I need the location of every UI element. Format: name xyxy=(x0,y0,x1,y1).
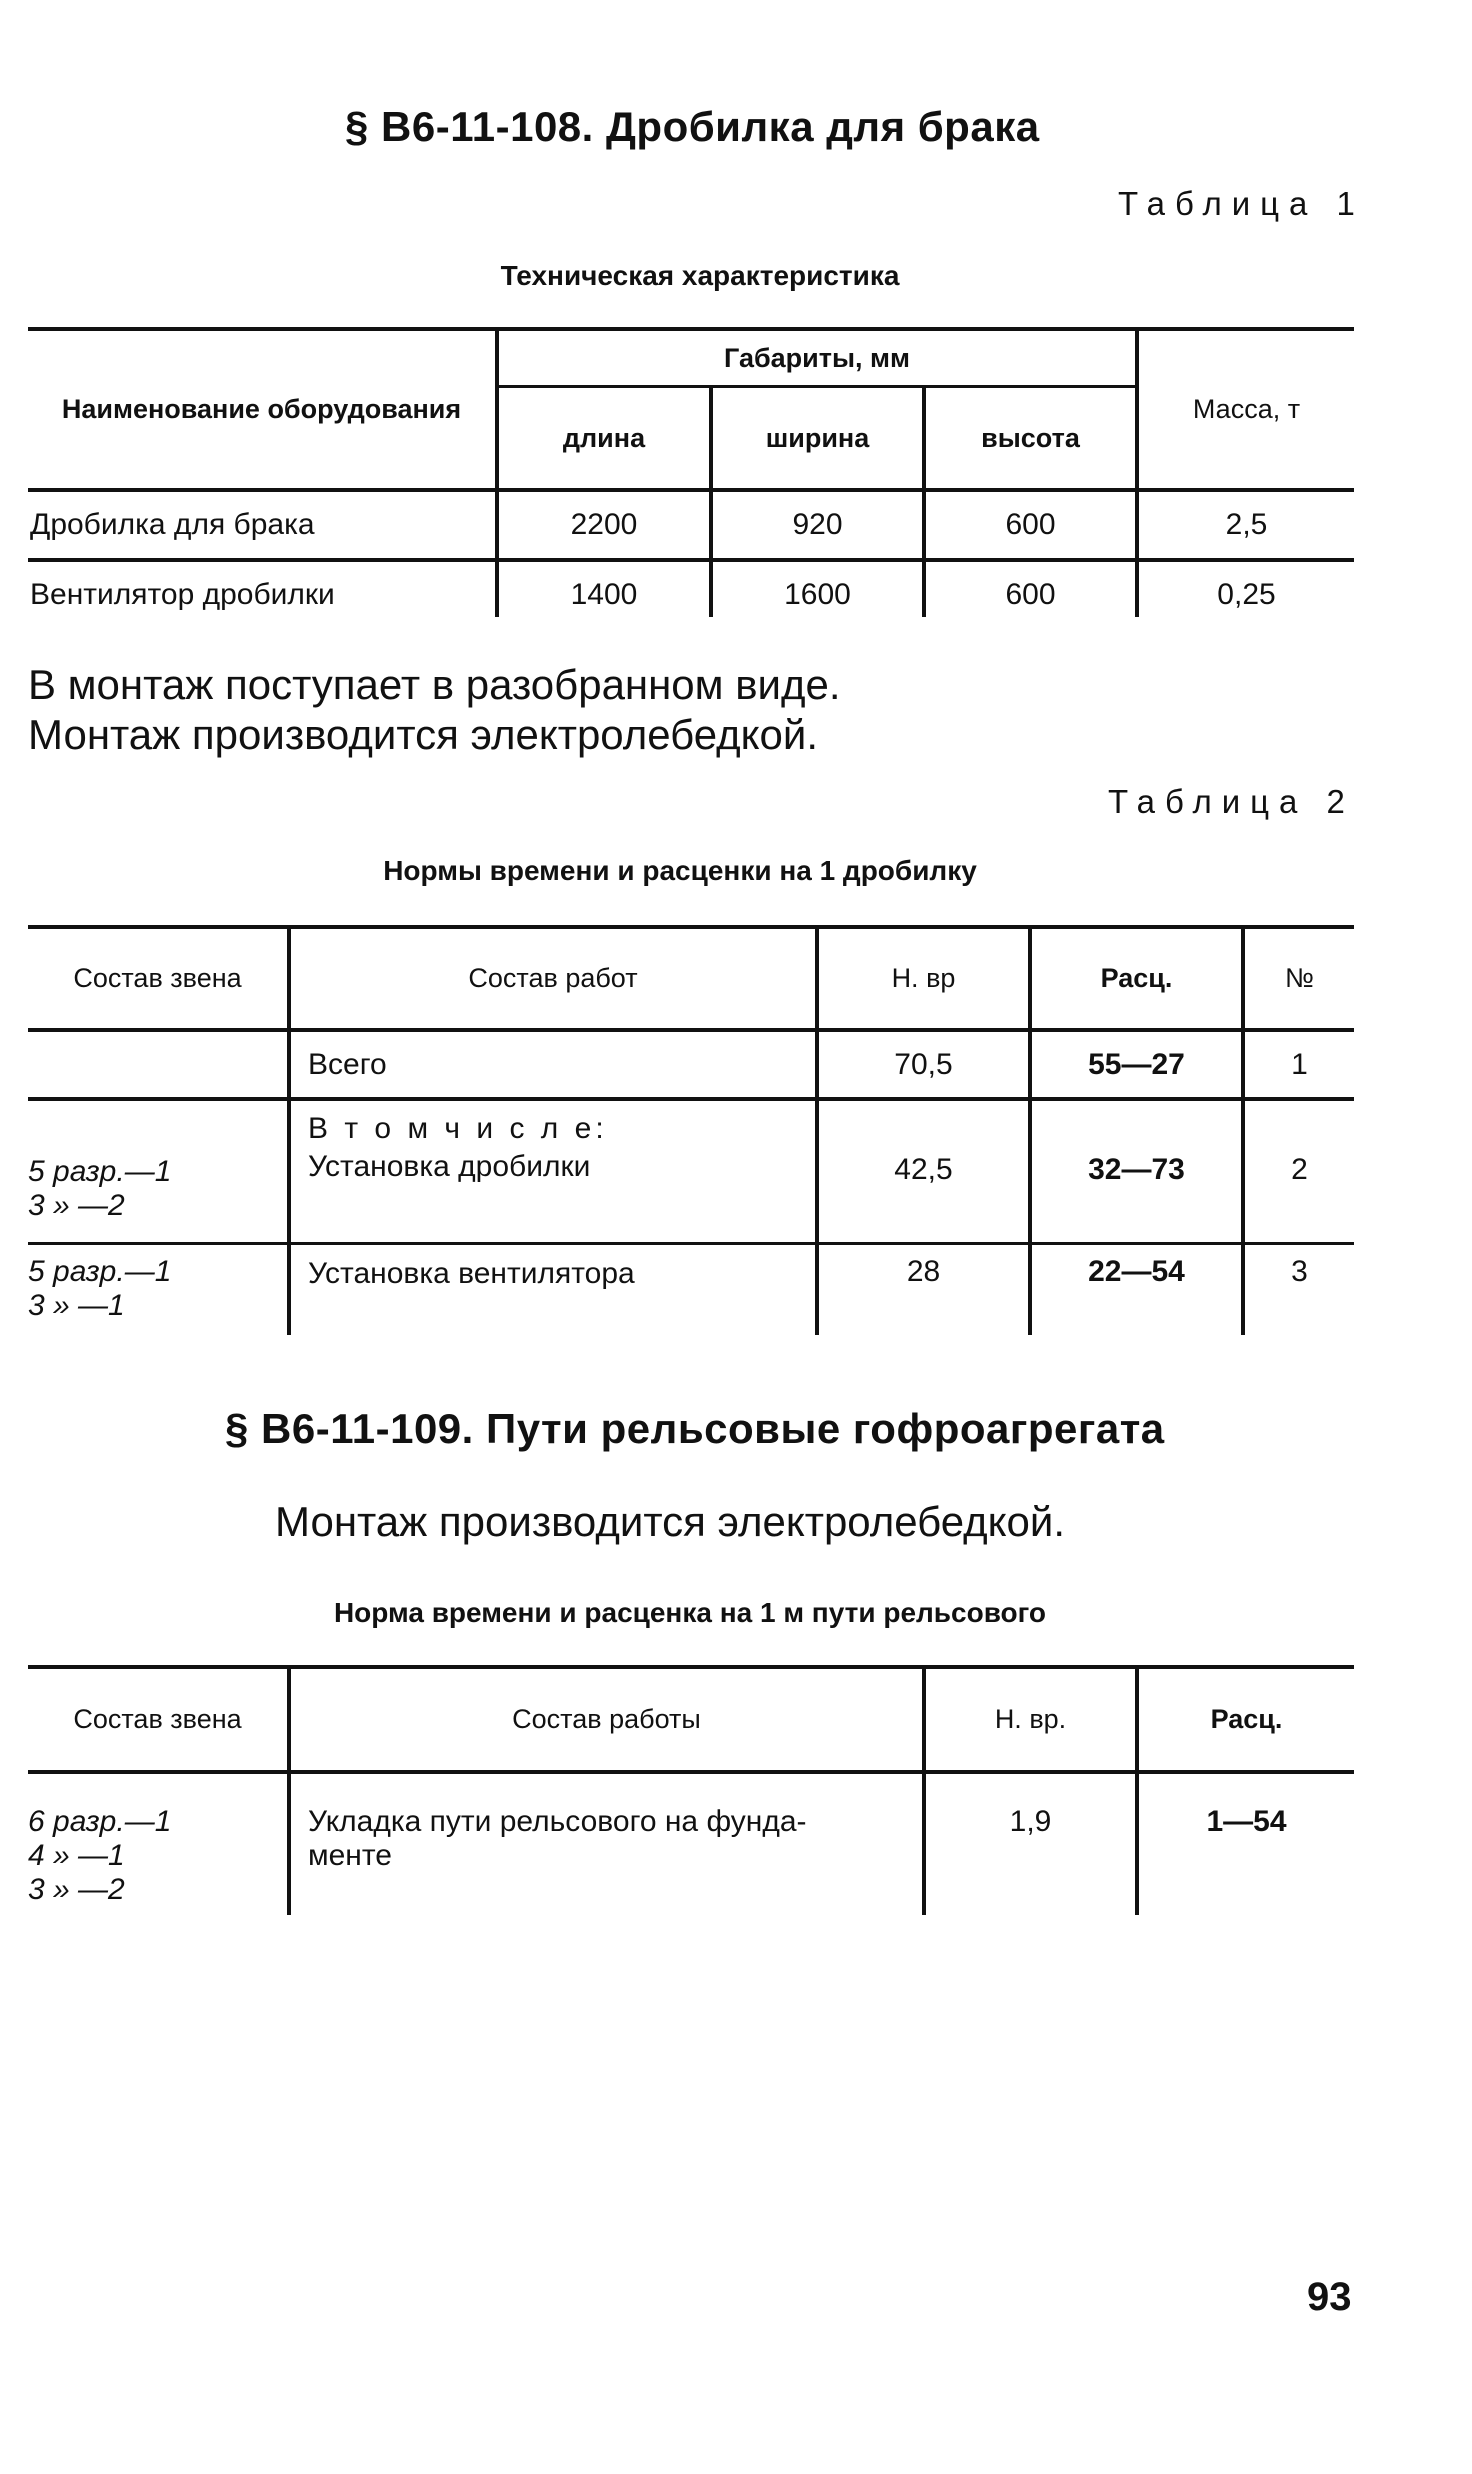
header-crew: Состав звена xyxy=(73,963,242,993)
work-line-subtotal: В т о м ч и с л е: xyxy=(308,1112,608,1145)
table1-row2-height: 600 xyxy=(1005,578,1056,611)
table3-row1-crew xyxy=(28,1805,171,1907)
crew-line: 3 » —2 xyxy=(28,1189,125,1222)
crew-line: 6 разр.—1 xyxy=(28,1805,172,1838)
crew-line: 5 разр.—1 xyxy=(28,1255,172,1288)
table2-row1-price: 55—27 xyxy=(1088,1047,1185,1081)
table1-row1-mass: 2,5 xyxy=(1225,508,1268,541)
table2-row1-number: 1 xyxy=(1291,1047,1308,1081)
header-height: высота xyxy=(981,422,1080,453)
work-line: Укладка пути рельсового на фунда- xyxy=(308,1805,807,1838)
header-equipment-name: Наименование оборудования xyxy=(61,394,462,424)
table2-row3-time: 28 xyxy=(906,1255,941,1288)
table2-row1-time: 70,5 xyxy=(894,1047,953,1081)
table2-row3-price: 22—54 xyxy=(1088,1255,1185,1288)
table1-row2-width: 1600 xyxy=(784,578,851,611)
table2-row2-number: 2 xyxy=(1291,1153,1308,1186)
header-time-norm: Н. вр. xyxy=(994,1704,1067,1734)
table1-row1-length: 2200 xyxy=(570,508,638,541)
table3-row1-time: 1,9 xyxy=(1009,1805,1052,1838)
header-price: Расц. xyxy=(1100,963,1173,993)
table3-row1-price: 1—54 xyxy=(1206,1805,1287,1838)
section-title-b6-11-109: § В6-11-109. Пути рельсовые гофроагрегата xyxy=(225,1405,1165,1452)
header-number: № xyxy=(1285,963,1314,993)
work-line-crusher: Установка дробилки xyxy=(308,1150,591,1183)
table2-row2-work xyxy=(308,1110,608,1186)
table1-row1-name: Дробилка для брака xyxy=(30,508,315,541)
table2-row1-work: Всего xyxy=(308,1047,387,1081)
table2-caption: Нормы времени и расценки на 1 дробилку xyxy=(383,855,977,886)
paragraph-delivery xyxy=(28,660,841,760)
table2-row3-number: 3 xyxy=(1291,1255,1308,1288)
crew-line: 5 разр.—1 xyxy=(28,1155,172,1188)
text-line-installation: Монтаж производится электролебедкой. xyxy=(28,711,819,758)
table1-row1-width: 920 xyxy=(792,508,843,541)
table2-row3-crew xyxy=(28,1255,171,1323)
header-crew: Состав звена xyxy=(73,1704,242,1734)
table1-row1-height: 600 xyxy=(1005,508,1056,541)
crew-line: 3 » —2 xyxy=(28,1873,125,1906)
table1-label: Таблица 1 xyxy=(1118,185,1365,222)
table1-row2-length: 1400 xyxy=(570,578,638,611)
page-number: 93 xyxy=(1307,2275,1352,2319)
crew-line: 3 » —1 xyxy=(28,1289,125,1322)
header-work: Состав работы xyxy=(512,1704,701,1734)
section-title-b6-11-108: § В6-11-108. Дробилка для брака xyxy=(345,103,1040,150)
header-length: длина xyxy=(562,422,646,453)
header-mass: Масса, т xyxy=(1192,394,1301,424)
table2-row2-price: 32—73 xyxy=(1088,1153,1185,1186)
header-time-norm: Н. вр xyxy=(891,963,956,993)
table1-row2-mass: 0,25 xyxy=(1217,578,1276,611)
table2-row2-crew xyxy=(28,1155,171,1223)
text-line-delivery: В монтаж поступает в разобранном виде. xyxy=(28,661,841,708)
table2-label: Таблица 2 xyxy=(1108,783,1355,820)
table2-row2-time: 42,5 xyxy=(894,1153,953,1186)
table3-caption: Норма времени и расценка на 1 м пути рельсового xyxy=(333,1597,1047,1628)
paragraph-installation-method: Монтаж производится электролебедкой. xyxy=(275,1498,1066,1545)
table1-row2-name: Вентилятор дробилки xyxy=(30,578,335,611)
header-price: Расц. xyxy=(1210,1704,1283,1734)
header-width: ширина xyxy=(765,422,870,453)
table1-caption: Техническая характеристика xyxy=(500,260,900,291)
table2-row3-work: Установка вентилятора xyxy=(308,1257,635,1290)
header-dimensions: Габариты, мм xyxy=(724,342,910,373)
work-line: менте xyxy=(308,1839,392,1872)
header-work: Состав работ xyxy=(468,963,638,993)
crew-line: 4 » —1 xyxy=(28,1839,125,1872)
table3-row1-work xyxy=(308,1805,807,1873)
